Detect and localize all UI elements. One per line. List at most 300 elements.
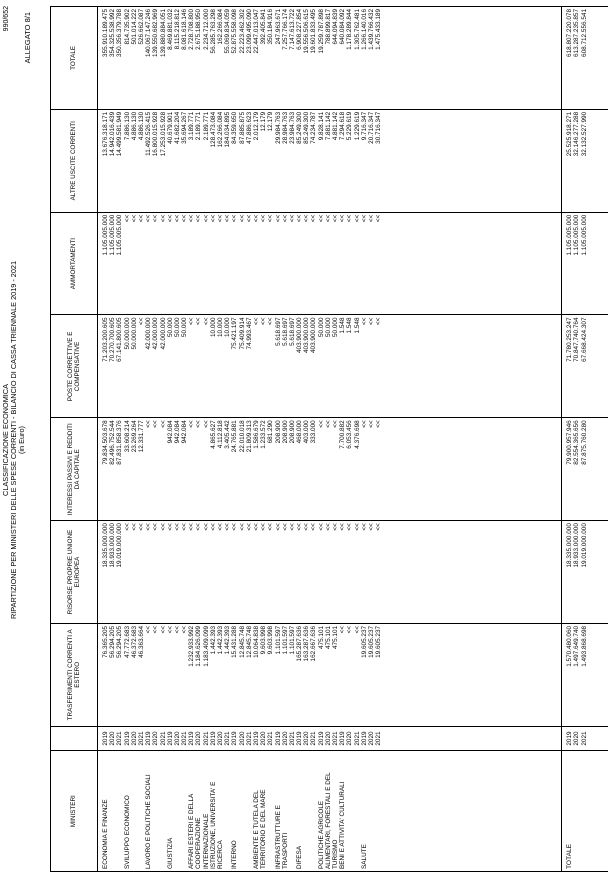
cell-value: 50.000.000 [130,317,138,350]
cell-value: 184.034.895 [224,111,232,148]
cell-value: 2020 [260,731,268,746]
cell-value: 50.000 [332,317,339,338]
cell-value: 15.431.288 [231,625,239,658]
totals-row [562,7,608,872]
cell-value: 19.259.787.898 [317,9,325,54]
cell-value: 17.253.015.928 [159,111,167,157]
cell-value: 2020 [217,731,224,746]
cell-value: COOPERAZIONE [195,817,203,869]
cell-value: 644.094.839 [332,9,339,45]
cell-value: 56.294.205 [109,625,117,658]
cell-value: << [332,420,339,428]
cell-value: 50.000 [181,317,189,338]
cell-value: 9.716.347 [360,111,368,141]
cell-value [160,753,167,869]
cell-value: 75.409.914 [238,317,246,350]
cell-value: 942.084 [166,420,174,444]
cell-value: << [245,214,253,223]
cell-value: 7.700.882 [339,420,347,449]
cell-value: 4.886.130 [130,111,138,141]
cell-value: 2.234.712.000 [202,9,210,50]
cell-value: 55.069.834.059 [224,9,232,54]
cell-value: << [145,214,153,223]
cell-value: 2020 [346,731,354,746]
cell-value: << [195,214,203,223]
cell-value: << [123,523,131,531]
cell-value: << [274,523,282,531]
cell-value: 2021 [245,731,253,746]
cell-value: 29.984.763 [274,111,282,144]
cell-value: 56.294.205 [116,625,124,658]
cell-value: 333.000 [310,420,318,444]
cell-value: 1.439.766.432 [367,9,375,50]
cell-value: 350.356.379.788 [116,9,124,57]
cell-value: 2020 [173,731,181,746]
cell-value: SVILUPPO ECONOMICO [123,795,131,869]
col-header-ministeri: MINISTERI [51,751,98,872]
cell-value: << [252,214,260,223]
cell-value: 30.716.347 [375,111,383,144]
cell-value: << [360,523,368,531]
cell-value: << [159,523,167,531]
cell-value: 1.105.005.000 [102,214,109,256]
cell-value: 208.900 [281,420,289,444]
totals-poste-correttive [562,315,608,418]
cell-value: << [367,420,375,428]
cell-value: << [281,523,289,531]
cell-value: << [181,214,189,223]
cell-value: 1.570.480.060 [566,625,574,667]
cell-value: 1.101.597 [274,625,282,655]
cell-value: 19.019.000.000 [580,523,588,568]
cell-value: << [346,214,354,223]
totals-years [562,726,608,751]
cell-value: 3.189.771 [188,111,196,141]
cell-value: << [288,523,296,531]
cell-value: 21.809.313 [245,420,253,453]
cell-value: 2019 [145,731,153,746]
cell-value: 1.105.005.000 [580,214,588,256]
cell-value: 128.473.084 [209,111,217,148]
cell-value: AFFARI ESTERI E DELLA [188,793,196,869]
cell-value: 87.885.875 [238,111,246,144]
cell-value [116,753,123,869]
cell-value: << [317,523,325,531]
cell-value: << [188,214,196,223]
cell-value: 468.000 [296,420,304,444]
cell-value [267,753,274,869]
cell-value: 12.331.777 [137,420,145,453]
cell-value: << [173,625,181,634]
cell-value: 85.249.300 [296,111,304,144]
cell-value: 12.845.748 [238,625,246,658]
cell-value: 618.807.220.078 [566,9,574,57]
cell-value: << [238,214,246,223]
cell-value: << [209,523,217,531]
cell-value: 25.525.918.271 [566,111,574,157]
cell-value: 2020 [324,731,332,746]
cell-value: 50.000.000 [123,317,131,350]
cell-value: << [130,523,138,531]
cell-value: 41.682.204 [173,111,181,144]
totals-label: TOTALE [562,751,608,872]
cell-value: 1.183.409.099 [202,625,210,667]
cell-value: RICERCA [217,840,224,869]
cell-value: 4.886.130 [137,111,145,141]
cell-value: 46.372.683 [130,625,138,658]
totals-ammortamenti [562,212,608,315]
cell-value: << [181,523,189,531]
cell-value: 2021 [288,731,296,746]
cell-value: 16.800.015.928 [152,111,160,157]
cell-value: << [238,523,246,531]
cell-value: << [296,523,304,531]
cell-value: ALIMENTARI, FORESTALI E DEL [324,772,332,869]
cell-value: 50.000 [166,317,174,338]
cell-value: << [195,317,203,325]
cell-value: << [145,625,153,634]
cell-value: 608.712.556.541 [580,9,588,57]
cell-value: << [317,214,325,223]
classification-title: CLASSIFICAZIONE ECONOMICA [1,384,10,496]
cell-value: 2021 [181,731,189,746]
risorse-ue-column [98,521,562,624]
cell-value: 2019 [274,731,282,746]
cell-value: << [375,523,383,531]
cell-value: 52.875.558.098 [231,9,239,54]
cell-value: 47.772.683 [123,625,131,658]
cell-value: 74.993.467 [245,317,253,350]
col-header-year [51,726,98,751]
cell-value: << [260,317,268,325]
cell-value: << [281,214,289,223]
cell-value: 35.694.267 [181,111,189,144]
col-header-trasferimenti: TRASFERIMENTI CORRENTI A ESTERO [51,623,98,726]
cell-value: 640.084.092 [339,9,347,45]
spending-table [50,6,608,872]
cell-value: 1.586.679 [252,420,260,449]
cell-value: 5.229.619 [346,111,354,141]
cell-value: 23.269.264 [130,420,138,453]
cell-value: 20.716.347 [367,111,375,144]
cell-value: 2019 [123,731,131,746]
cell-value: 139.550.682.969 [152,9,160,57]
cell-value: 47.886.623 [245,111,253,144]
cell-value [239,753,246,869]
cell-value: 87.875.760.280 [580,420,588,465]
cell-value: 7.257.766.174 [281,9,289,50]
cell-value: << [173,214,181,223]
cell-value: 788.899.817 [324,9,332,45]
cell-value: << [367,317,375,325]
col-header-interessi: INTERESSI PASSIVI E REDDITI DA CAPITALE [51,418,98,521]
cell-value [181,753,188,869]
cell-value: << [159,625,167,634]
col-header-ammortamenti: AMMORTAMENTI [51,212,98,315]
cell-value: 140.067.147.246 [145,9,153,57]
cell-value: 5.618.697 [288,317,296,346]
cell-value: << [260,214,268,223]
cell-value: 1.178.289.844 [346,9,354,50]
cell-value: 2021 [332,731,339,746]
cell-value: << [166,625,174,634]
cell-value: 10.000 [217,317,224,338]
cell-value: 2019 [209,731,217,746]
cell-value: 208.900 [288,420,296,444]
currency-note: (in Euro) [17,426,26,454]
cell-value: 501.014.222 [130,9,138,45]
cell-value: 403.900.000 [303,317,311,354]
cell-value: 84.359.650 [231,111,239,144]
cell-value: 82.496.752.544 [109,420,117,465]
report-title: RIPARTIZIONE PER MINISTERI DELLE SPESE CORRENTI - BILANCIO DI CASSA TRIENNALE 2019 - 2021 [9,260,18,620]
cell-value: << [267,317,275,325]
cell-value: 2021 [310,731,318,746]
cell-value: 7.147.613.722 [288,9,296,50]
cell-value: 12.179 [267,111,275,132]
cell-value: 19.605.237 [360,625,368,658]
cell-value: << [217,214,224,223]
cell-value: 681.290 [267,420,275,444]
cell-value: << [202,317,210,325]
cell-value: ISTRUZIONE, UNIVERSITA' E [209,781,217,869]
cell-value: 2019 [317,731,325,746]
cell-value: 79.900.957.946 [566,420,574,465]
cell-value: 2020 [152,731,160,746]
cell-value: 1.305.762.481 [353,9,361,50]
cell-value [246,753,253,869]
cell-value: 7.886.130 [123,111,131,141]
cell-value: 7.881.142 [324,111,332,141]
cell-value: 2020 [109,731,117,746]
cell-value: 2.189.771 [195,111,203,141]
cell-value: 28.984.763 [281,111,289,144]
cell-value: 50.000 [317,317,325,338]
cell-value: 2021 [375,731,383,746]
cell-value: 13.676.318.171 [102,111,109,157]
cell-value: 10.000 [209,317,217,338]
cell-value: SALUTE [360,844,368,869]
cell-value: 2019 [360,731,368,746]
cell-value [346,753,353,869]
cell-value: << [152,214,160,223]
cell-value: 162.667.636 [310,625,318,662]
cell-value: 11.492.526.415 [145,111,153,156]
cell-value: << [181,625,189,634]
cell-value: 354.325.538.992 [109,9,117,57]
cell-value: 1.548 [353,317,361,334]
cell-value: 1.475.433.189 [375,9,383,50]
cell-value: TRASPORTI [281,832,289,869]
cell-value [138,753,145,869]
cell-value: 19.605.237 [367,625,375,658]
cell-value: 6.908.227.854 [296,9,304,50]
cell-value: 32.146.277.288 [573,111,581,157]
cell-value: AMBIENTE E TUTELA DEL [252,790,260,869]
cell-value: << [202,523,210,531]
cell-value: << [339,214,347,223]
cell-value: << [224,214,232,223]
cell-value: 4.865.627 [209,420,217,449]
cell-value: << [324,420,332,428]
cell-value: POLITICHE AGRICOLE [317,800,325,869]
cell-value: 4.112.818 [217,420,224,449]
cell-value [152,753,159,869]
cell-value: << [346,625,354,634]
totale-column [98,7,562,110]
cell-value: 1.105.005.000 [109,214,117,256]
table-header-row [51,7,98,872]
cell-value: << [324,523,332,531]
cell-value: 2021 [224,731,232,746]
cell-value: 2021 [353,731,361,746]
cell-value [131,753,138,869]
col-header-risorse-ue: RISORSE PROPRIE UNIONE EUROPEA [51,521,98,624]
cell-value: << [166,214,174,223]
cell-value: 2021 [267,731,275,746]
cell-value: 19.019.000.000 [116,523,124,568]
cell-value: 46.363.664 [137,625,145,658]
cell-value: 2.012.179 [252,111,260,141]
cell-value: 1.101.597 [288,625,296,655]
cell-value: 71.203.200.605 [102,317,109,362]
cell-value: 2019 [296,731,304,746]
cell-value [368,753,375,869]
cell-value: << [145,420,153,428]
cell-value: 475.101 [332,625,339,650]
cell-value: INTERNAZIONALE [202,813,210,869]
cell-value: << [375,317,383,325]
cell-value: 942.084 [181,420,189,444]
cell-value: << [252,317,260,325]
cell-value: << [353,625,361,634]
cell-value: 74.234.787 [310,111,318,144]
cell-value [109,753,116,869]
cell-value: 2019 [339,731,347,746]
cell-value [224,753,231,869]
cell-value: << [130,214,138,223]
cell-value: 613.287.235.857 [573,9,581,57]
cell-value: << [339,625,347,634]
cell-value: 4.881.142 [332,111,339,141]
totals-trasferimenti [562,623,608,726]
cell-value: 14.942.016.439 [109,111,117,157]
totals-interessi [562,418,608,521]
year-column [98,726,562,751]
cell-value: 1.101.597 [281,625,289,655]
cell-value: LAVORO E POLITICHE SOCIALI [145,774,153,869]
cell-value: << [188,317,196,325]
cell-value: << [195,523,203,531]
cell-value: 2021 [159,731,167,746]
attachment-label: ALLEGATO 8/1 [23,12,32,64]
cell-value: ECONOMIA E FINANZE [102,799,109,869]
cell-value: << [188,420,196,428]
ministry-column [98,751,562,872]
cell-value: << [188,523,196,531]
cell-value: 2020 [130,731,138,746]
table-body-row [98,7,562,872]
col-header-poste-correttive: POSTE CORRETTIVE E COMPENSATIVE [51,315,98,418]
cell-value: 1.105.005.000 [573,214,581,256]
document-id: 990/652 [3,6,10,32]
cell-value: << [288,214,296,223]
col-header-totale: TOTALE [51,7,98,110]
cell-value: << [375,420,383,428]
cell-value: << [202,214,210,223]
cell-value: << [152,420,160,428]
cell-value: 22.447.013.047 [252,9,260,54]
cell-value: 1.493.868.698 [580,625,588,667]
cell-value: 8.115.218.812 [173,9,181,50]
cell-value: << [317,420,325,428]
cell-value: << [324,214,332,223]
cell-value: << [217,523,224,531]
cell-value [354,753,361,869]
cell-value: << [152,625,160,634]
cell-value: 19.605.237 [375,625,383,658]
cell-value: 403.900.000 [296,317,304,354]
cell-value: << [303,214,311,223]
cell-value: << [267,523,275,531]
cell-value: 42.000.000 [145,317,153,350]
cell-value: 1.233.572 [260,420,268,449]
cell-value: 2021 [116,731,124,746]
cell-value: 71.780.253.247 [566,317,574,362]
cell-value [310,753,317,869]
cell-value: 2020 [303,731,311,746]
cell-value: 2020 [573,731,581,746]
cell-value: INFRASTRUTTURE E [274,805,282,869]
cell-value: 56.285.763.298 [209,9,217,54]
cell-value: 40.679.901 [166,111,174,144]
cell-value: << [375,214,383,223]
cell-value: << [137,317,145,325]
cell-value: 82.554.365.656 [573,420,581,465]
cell-value: 2.728.708.800 [188,9,196,50]
cell-value: 23.099.495.090 [245,9,253,54]
col-header-altre-uscite: ALTRE USCITE CORRENTI [51,109,98,212]
cell-value: << [353,523,361,531]
cell-value: 9.828.141 [317,111,325,141]
cell-value: 2019 [252,731,260,746]
cell-value: 5.618.697 [274,317,282,346]
cell-value: 42.000.000 [159,317,167,350]
cell-value: << [353,214,361,223]
cell-value: 2020 [238,731,246,746]
cell-value: << [231,523,239,531]
trasferimenti-column [98,623,562,726]
cell-value: 475.101 [317,625,325,650]
cell-value: 22.223.462.302 [238,9,246,54]
cell-value: 67.668.424.307 [580,317,588,362]
cell-value: 8.469.881.032 [166,9,174,50]
cell-value: 163.287.636 [303,625,311,662]
cell-value: 4.376.698 [353,420,361,449]
cell-value: 70.847.740.764 [573,317,581,362]
cell-value: << [360,214,368,223]
cell-value: 1.442.393 [209,625,217,655]
cell-value: << [252,523,260,531]
cell-value: 208.900 [274,420,282,444]
cell-value: << [202,420,210,428]
cell-value: 85.249.300 [303,111,311,144]
cell-value: << [332,214,339,223]
cell-value: << [274,214,282,223]
cell-value: 2020 [367,731,375,746]
cell-value: << [245,523,253,531]
cell-value: 165.287.636 [296,625,304,662]
